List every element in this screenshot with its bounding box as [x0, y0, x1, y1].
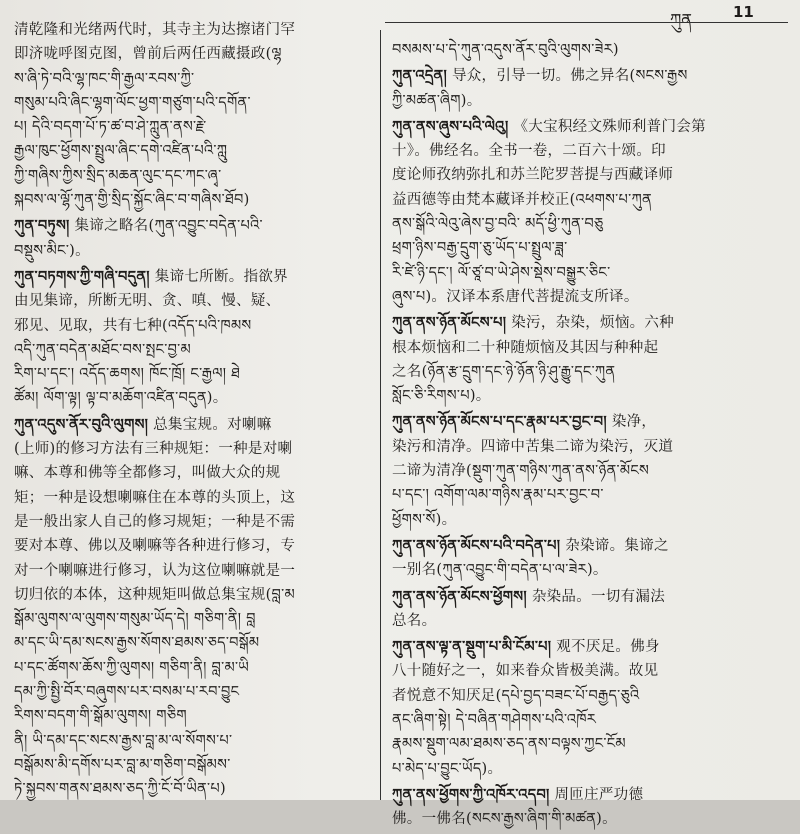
entry-text: བསམས་པ་དེ་ཀུན་འདུས་ནོར་བུའི་ལུགས་ཟེར) — [392, 42, 619, 58]
entry-line — [392, 139, 788, 163]
entry-text: པ་དང་། འགོག་ལམ་གཉིས་རྣམ་པར་བྱང་བ་ — [392, 487, 604, 504]
continuation-text — [14, 18, 388, 212]
entry-text: 十》。佛经名。全书一卷，二百六十颂。印 — [392, 143, 666, 160]
entry-line — [392, 261, 788, 285]
entry-headword: ཀུན་ནས་ཞུས་པའི་ལེའུ། — [392, 117, 509, 135]
entry-line — [392, 609, 788, 633]
entry-text: མ་དང་ཡི་དམ་སངས་རྒྱས་སོགས་ཐམས་ཅད་བསྒོམ — [14, 635, 260, 652]
entry-text: 杂染品。一切有漏法 — [531, 588, 666, 605]
entry-text: གསུམ་པའི་ཞིང་ལྷག་ལོང་ཕྱག་གཙུག་པའི་དགོན་ — [14, 94, 251, 111]
entry-text: 二谛为清净(སྡུག་ཀུན་གཉིས་ཀུན་ནས་ཉོན་མོངས — [392, 463, 650, 480]
entry-text: 要对本尊、佛以及喇嘛等各种进行修习，专 — [14, 538, 296, 555]
entry-line — [392, 534, 788, 558]
entry-text: 观不厌足。佛身 — [556, 639, 660, 656]
entry-line — [392, 807, 788, 831]
entry-line — [14, 214, 388, 238]
entry-text: ཞུས་པ)。汉译本系唐代菩提流支所译。 — [392, 288, 639, 305]
entry-line — [392, 188, 788, 212]
entry-text: 切归依的本体，这种规矩叫做总集宝规(བླ་མ — [14, 586, 295, 603]
entry-line — [14, 413, 388, 437]
entry-headword: ཀུན་ནས་ཉོན་མོངས་པ། — [392, 314, 507, 332]
entry-text: 一别名(ཀུན་འབྱུང་གི་བདེན་པ་ལ་ཟེར)。 — [392, 562, 608, 579]
entry-text: 是一般出家人自己的修习规矩；一种是不需 — [14, 513, 296, 530]
entry-line — [14, 386, 388, 410]
entry-line — [14, 510, 388, 534]
entry-line — [14, 91, 388, 115]
entry-line — [14, 704, 388, 728]
entry-line — [14, 314, 388, 338]
entry-line — [392, 236, 788, 260]
dictionary-entry — [14, 214, 388, 263]
left-column — [0, 18, 388, 804]
entry-line — [14, 461, 388, 485]
entry-line — [392, 435, 788, 459]
entry-line — [14, 265, 388, 289]
entry-headword: ཀུན་འདྲེན། — [392, 67, 448, 85]
entry-line — [392, 508, 788, 532]
entry-text: དམ་ཀྱི་སྤྱི་བོར་བཞུགས་པར་བསམ་པ་རབ་བྱུང — [14, 684, 240, 701]
entry-text: 染污和清净。四谛中苦集二谛为染污，灭道 — [392, 438, 674, 455]
entry-line — [14, 729, 388, 753]
entry-text: 染净， — [611, 414, 657, 431]
dictionary-entry — [14, 265, 388, 411]
entry-text: 周匝庄严功德 — [554, 786, 644, 803]
entry-text: རིག་པ་དང་། འདོད་ཆགས། ཁོང་ཁྲོ། ང་རྒྱལ། ཐེ — [14, 366, 241, 383]
entry-text: 者悦意不知厌足(དཔེ་བྱད་བཟང་པོ་བརྒྱད་ཅུའི — [392, 687, 640, 704]
entry-line — [14, 680, 388, 704]
entry-line — [392, 483, 788, 507]
entry-text: ཀྱི་མཚན་ཞིག)。 — [392, 92, 482, 109]
entry-text: 八十随好之一，如来眷众皆极美满。故见 — [392, 663, 659, 680]
entry-headword: ཀུན་ནས་ཕྱོགས་ཀྱི་འཁོར་འདབ། — [392, 785, 550, 803]
entry-text: 对一个喇嘛进行修习，认为这位喇嘛就是一 — [14, 562, 296, 579]
entry-text: 佛。一佛名(སངས་རྒྱས་ཞིག་གི་མཚན)。 — [392, 811, 617, 828]
entry-text: ཚོམ། ལོག་ལྟ། ལྟ་བ་མཆོག་འཛིན་བདུན)。 — [14, 390, 228, 407]
entry-text: ཏེ་སྐྱབས་གནས་ཐམས་ཅད་ཀྱི་ངོ་བོ་ཡིན་པ) — [14, 781, 226, 798]
entry-line — [14, 631, 388, 655]
entry-line — [392, 336, 788, 360]
entry-line — [392, 635, 788, 659]
entry-line — [392, 558, 788, 582]
entry-headword: ཀུན་ནས་ཉོན་མོངས་ཕྱོགས། — [392, 587, 527, 605]
entry-text: སྐབས་ལ་ལྷོ་ཀུན་གྱི་སྲིད་སྐྱོང་ཞིང་བ་གཞིས་ཐོབ) — [14, 192, 250, 209]
entry-text: 集谛七所断。指欲界 — [154, 268, 288, 285]
entry-headword: ཀུན་ནས་ལྟ་ན་སྡུག་པ་མི་ངོམ་པ། — [392, 638, 552, 656]
entry-text: 清乾隆和光绪两代时，其寺主为达擦诸门罕 — [14, 22, 296, 38]
entry-line — [392, 212, 788, 236]
entry-headword: ཀུན་བཏུས། — [14, 217, 70, 235]
entry-text: 之名(ཉོན་རྩ་དྲུག་དང་ཉེ་ཉོན་ཉི་ཤུ་རྒྱུ་དང་ཀུན — [392, 363, 616, 380]
entry-line — [14, 188, 388, 212]
entry-text: འདི་ཀུན་བདེན་མཐོང་བས་སྤང་བྱ་མ — [14, 341, 191, 358]
entry-line — [392, 89, 788, 113]
entry-text: 《大宝积经文殊师利普门会第 — [513, 118, 706, 135]
entry-text: 邪见、见取，共有七种(འདོད་པའི་ཁམས — [14, 317, 252, 334]
entry-text: 矩；一种是设想喇嘛住在本尊的头顶上，这 — [14, 489, 296, 506]
entry-line — [14, 239, 388, 263]
entry-line — [392, 410, 788, 434]
dictionary-entry — [392, 534, 788, 583]
entry-text: 总名。 — [392, 612, 437, 629]
entry-text: (上师)的修习方法有三种规矩：一种是对喇 — [14, 441, 293, 458]
entry-line — [392, 285, 788, 309]
entry-line — [392, 659, 788, 683]
entry-line — [14, 42, 388, 66]
continuation-text — [392, 38, 788, 62]
right-column — [392, 38, 788, 834]
running-head-word: ཀུན — [670, 10, 692, 29]
entry-line — [392, 684, 788, 708]
dictionary-entry — [392, 311, 788, 408]
entry-line — [392, 757, 788, 781]
entry-text: 染污，杂染，烦恼。六种 — [511, 315, 675, 332]
entry-text: པ། དེའི་བདག་པོ་ཏ་ཚ་བ་ཤེ་ཀླུན་ནས་རྗེ་ — [14, 119, 207, 136]
entry-text: ནང་ཞིག་སྟེ། དེ་བཞིན་གཤེགས་པའི་འཁོར — [392, 712, 597, 729]
entry-line — [14, 139, 388, 163]
entry-text: 总集宝规。对喇嘛 — [153, 416, 272, 433]
entry-line — [14, 437, 388, 461]
dictionary-entry — [392, 410, 788, 531]
entry-line — [14, 289, 388, 313]
page-number: 11 — [733, 3, 754, 21]
entry-text: རྣམས་སྡུག་ལམ་ཐམས་ཅད་ནས་བལྟས་ཀྱང་ངོམ — [392, 736, 626, 753]
entry-line — [392, 64, 788, 88]
entry-text: སྒོམ་ལུགས་ལ་ལུགས་གསུམ་ཡོད་དེ། གཅིག་ནི། བླ — [14, 611, 256, 628]
entry-line — [392, 311, 788, 335]
entry-text: 集谛之略名(ཀུན་འབྱུང་བདེན་པའི་ — [74, 218, 263, 235]
entry-line — [392, 783, 788, 807]
entry-line — [14, 534, 388, 558]
entry-headword: ཀུན་ནས་ཉོན་མོངས་པ་དང་རྣམ་པར་བྱང་བ། — [392, 413, 607, 431]
entry-line — [14, 164, 388, 188]
header-rule — [385, 22, 788, 23]
dictionary-entry — [392, 64, 788, 113]
entry-line — [392, 360, 788, 384]
entry-text: ཀྱི་གཞིས་ཀྱིས་སྲིད་མཆན་ལུང་དང་ཀང་ཞྭ་ — [14, 167, 222, 184]
entry-line — [392, 459, 788, 483]
entry-text: རིགས་བདག་གི་སྒོམ་ལུགས། གཅིག — [14, 708, 187, 725]
entry-text: 益西德等由梵本藏译并校正(འཕགས་པ་ཀུན — [392, 191, 652, 208]
entry-line — [392, 585, 788, 609]
page-header — [385, 0, 800, 29]
entry-text: 由见集谛，所断无明、贪、嗔、慢、疑、 — [14, 293, 281, 310]
entry-line — [14, 753, 388, 777]
entry-line — [14, 583, 388, 607]
entry-text: 杂染谛。集谛之 — [565, 537, 669, 554]
entry-line — [14, 115, 388, 139]
entry-line — [14, 362, 388, 386]
entry-text: སློང་ཅི་རིགས་པ)。 — [392, 388, 491, 405]
entry-text: ས་ཞི་ཏེ་བའི་ལྷ་ཁང་གི་རྒྱལ་རབས་ཀྱི་ — [14, 70, 195, 87]
entry-text: 即济咙呼图克图，曾前后两任西藏摄政(ལྷ — [14, 46, 282, 63]
entry-line — [392, 163, 788, 187]
entry-line — [392, 708, 788, 732]
entry-text: ནི། ཡི་དམ་དང་སངས་རྒྱས་བླ་མ་ལ་སོགས་པ་ — [14, 732, 233, 749]
entry-line — [14, 607, 388, 631]
entry-line — [14, 559, 388, 583]
entry-line — [392, 115, 788, 139]
dictionary-entry — [14, 413, 388, 802]
entry-line — [392, 384, 788, 408]
dictionary-entry — [392, 783, 788, 832]
entry-line — [14, 18, 388, 42]
entry-text: ཕྲག་ཉིས་བརྒྱ་དྲུག་ཅུ་ཡོད་པ་སྤྲུལ་ཟླ་ — [392, 240, 568, 257]
entry-text: 导众，引导一切。佛之异名(སངས་རྒྱས — [451, 68, 688, 85]
entry-headword: ཀུན་བཏགས་ཀྱི་གཞི་བདུན། — [14, 267, 150, 285]
entry-text: 根本烦恼和二十种随烦恼及其因与种种起 — [392, 339, 659, 356]
entry-text: པ་མེད་པ་བྱུང་ཡོད)。 — [392, 760, 503, 777]
dictionary-entry — [392, 115, 788, 309]
entry-text: 度论师孜纳弥扎和苏兰陀罗菩提与西藏译师 — [392, 167, 674, 184]
dictionary-entry — [392, 635, 788, 781]
entry-line — [392, 38, 788, 62]
entry-headword: ཀུན་འདུས་ནོར་བུའི་ལུགས། — [14, 415, 149, 433]
entry-text: པ་དང་ཚོགས་ཆོས་ཀྱི་ལུགས། གཅིག་ནི། བླ་མ་ཡི — [14, 659, 250, 676]
entry-line — [14, 67, 388, 91]
entry-line — [14, 777, 388, 801]
entry-text: བསྡུས་མིང་)。 — [14, 242, 90, 259]
entry-text: 嘛、本尊和佛等全都修习，叫做大众的规 — [14, 465, 281, 482]
entry-text: ཕྱོགས་སོ)。 — [392, 511, 457, 528]
entry-text: བསྒོམས་མི་དགོས་པར་བླ་མ་གཅིག་བསྒོམས་ — [14, 756, 231, 773]
entry-line — [14, 656, 388, 680]
dictionary-entry — [392, 585, 788, 634]
entry-text: ནས་སྒོའི་ལེའུ་ཞེས་བྱ་བའི་ མདོ་ཕྱི་ཀུན་བཅུ — [392, 216, 604, 233]
entry-text: རི་ཛེ་ཉི་དང་། ལོ་ཙཱ་བ་ཡེ་ཤེས་སྡེས་བསྒྱུར་ཅིང་ — [392, 264, 611, 281]
entry-line — [392, 732, 788, 756]
entry-headword: ཀུན་ནས་ཉོན་མོངས་པའི་བདེན་པ། — [392, 536, 561, 554]
entry-line — [14, 486, 388, 510]
entry-line — [14, 338, 388, 362]
entry-text: རྒྱལ་ཁུང་ཕྱོགས་སྤྲུལ་ཞིང་དགེ་འཛིན་པའི་ཀླུ — [14, 143, 228, 160]
